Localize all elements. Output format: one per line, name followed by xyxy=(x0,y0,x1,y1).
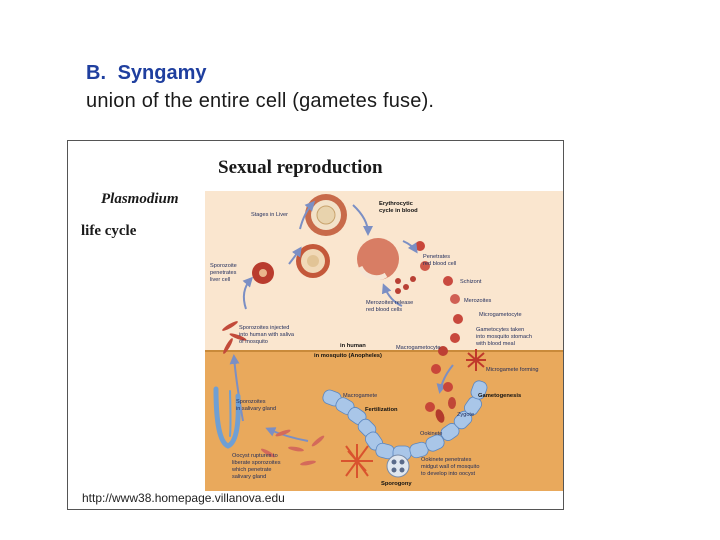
label-microgamete-forming: Microgamete forming xyxy=(486,367,539,373)
life-cycle-figure xyxy=(67,140,564,510)
label-ookinete: Ookinete xyxy=(420,431,443,437)
label-sporozoite-2: penetrates xyxy=(210,270,237,276)
liver-cell-small xyxy=(252,262,274,284)
label-oocyst-3: which penetrate xyxy=(232,467,272,473)
zone-divider xyxy=(205,350,563,352)
label-injected-2: into human with saliva xyxy=(239,332,295,338)
liver-cell-medium xyxy=(296,244,330,278)
label-oocyst-1: Oocyst ruptures to xyxy=(232,453,278,459)
figure-title: Sexual reproduction xyxy=(218,157,383,178)
heading-title: Syngamy xyxy=(117,62,207,84)
label-oocyst-4: salivary gland xyxy=(232,474,267,480)
label-taken-3: with blood meal xyxy=(476,341,515,347)
label-sporogony: Sporogony xyxy=(381,481,412,487)
label-taken-1: Gametocytes taken xyxy=(476,327,525,333)
figure-organism: Plasmodium xyxy=(101,191,179,207)
label-sporozoites-gland-2: in salivary gland xyxy=(236,406,277,412)
oocyst xyxy=(387,455,409,477)
heading-letter: B. xyxy=(86,62,106,84)
label-merozoites-release-1: Merozoites release xyxy=(366,300,414,306)
erythrocyte-large xyxy=(357,238,399,280)
label-penetrates-1: Penetrates xyxy=(423,254,451,260)
label-gametogenesis: Gametogenesis xyxy=(478,393,522,399)
label-in-mosquito: in mosquito (Anopheles) xyxy=(314,353,382,359)
label-sporozoite-1: Sporozoite xyxy=(210,263,237,269)
label-ookinete-pen-3: to develop into oocyst xyxy=(421,471,476,477)
figure-source-url: http://www38.homepage.villanova.edu xyxy=(82,491,285,505)
label-sporozoites-gland-1: Sporozoites xyxy=(236,399,266,405)
label-erythrocytic: Erythrocytic xyxy=(379,201,413,207)
label-macrogamete: Macrogamete xyxy=(343,393,378,399)
label-merozoites-release-2: red blood cells xyxy=(366,307,403,313)
figure-life-cycle-label: life cycle xyxy=(81,223,137,239)
slide-heading xyxy=(86,60,207,86)
label-in-human: in human xyxy=(340,343,366,349)
label-ookinete-pen-1: Ookinete penetrates xyxy=(421,457,472,463)
label-zygote: Zygote xyxy=(457,412,475,418)
liver-cell-large xyxy=(305,194,347,236)
slide-subtitle: union of the entire cell (gametes fuse). xyxy=(86,90,435,112)
label-penetrates-2: red blood cell xyxy=(423,261,457,267)
label-sporozoite-3: liver cell xyxy=(210,277,231,283)
label-microgametocyte: Microgametocyte xyxy=(479,312,522,318)
label-schizont: Schizont xyxy=(460,279,482,285)
label-stages-in-liver: Stages in Liver xyxy=(251,212,289,218)
label-ookinete-pen-2: midgut wall of mosquito xyxy=(421,464,480,470)
label-injected-3: of mosquito xyxy=(239,339,268,345)
label-fertilization: Fertilization xyxy=(365,407,398,413)
label-macrogametocyte: Macrogametocyte xyxy=(396,345,441,351)
label-cycle-in-blood: cycle in blood xyxy=(379,208,418,214)
label-merozoites: Merozoites xyxy=(464,298,492,304)
label-injected-1: Sporozoites injected xyxy=(239,325,290,331)
label-oocyst-2: liberate sporozoites xyxy=(232,460,281,466)
label-taken-2: into mosquito stomach xyxy=(476,334,532,340)
